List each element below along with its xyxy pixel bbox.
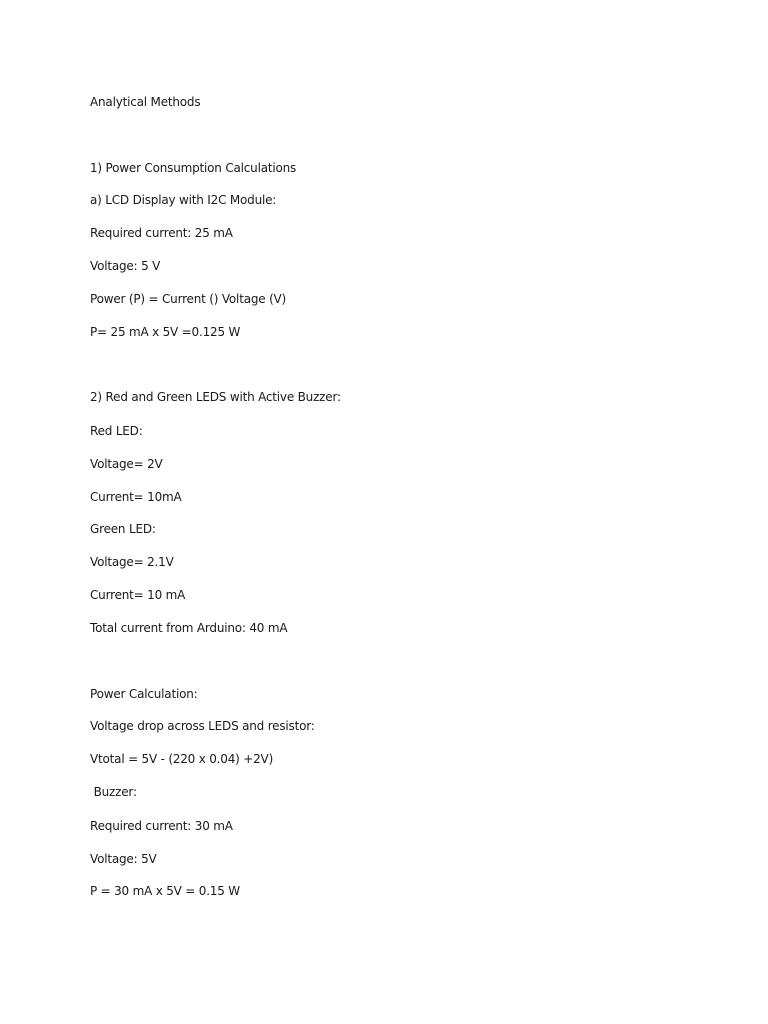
section-heading: Power Calculation: [90,687,198,701]
text-line: Voltage= 2V [90,457,163,471]
section-heading: 1) Power Consumption Calculations [90,161,297,175]
text-line: Current= 10mA [90,490,182,504]
text-line: Voltage: 5 V [90,259,161,273]
text-line: Voltage= 2.1V [90,555,174,569]
section-heading: 2) Red and Green LEDS with Active Buzzer: [90,390,341,404]
text-line: Red LED: [90,424,143,438]
subsection-heading: a) LCD Display with I2C Module: [90,193,277,207]
formula-line: Power (P) = Current () Voltage (V) [90,292,287,306]
formula-line: P = 30 mA x 5V = 0.15 W [90,884,240,898]
formula-line: Vtotal = 5V - (220 x 0.04) +2V) [90,752,274,766]
text-line: Required current: 30 mA [90,819,233,833]
text-line: Green LED: [90,522,156,536]
text-line: Voltage: 5V [90,852,157,866]
text-line: Total current from Arduino: 40 mA [90,621,288,635]
document-title: Analytical Methods [90,95,201,109]
formula-line: P= 25 mA x 5V =0.125 W [90,325,241,339]
text-line: Buzzer: [90,785,137,799]
text-line: Required current: 25 mA [90,226,233,240]
text-line: Voltage drop across LEDS and resistor: [90,719,315,733]
text-line: Current= 10 mA [90,588,186,602]
